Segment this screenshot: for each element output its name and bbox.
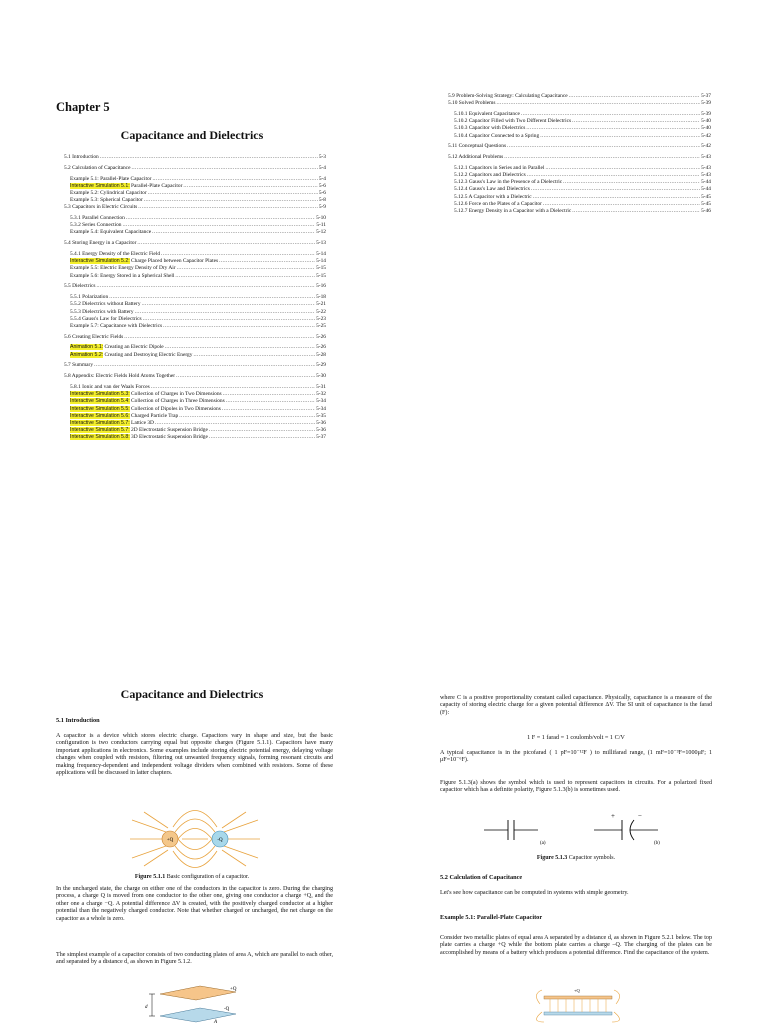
toc-entry-title [70, 222, 122, 229]
toc-entry-title [454, 125, 525, 132]
toc-entry[interactable] [448, 118, 711, 125]
toc-leader-dots [135, 309, 315, 316]
toc-entry[interactable] [448, 194, 711, 201]
toc-leader-dots [496, 100, 700, 107]
toc-page-number: 5-45 [701, 200, 711, 207]
toc-media-tag[interactable]: Interactive Simulation 5.8: [70, 434, 130, 441]
toc-page-number: 5-8 [318, 197, 326, 204]
toc-page-number: 5-4 [318, 164, 326, 171]
toc-entry[interactable] [64, 190, 326, 197]
toc-page-number: 5-14 [316, 251, 326, 258]
toc-entry-text: 5.5.1 Polarization [70, 294, 109, 301]
figure-caption [0, 874, 384, 880]
toc-entry-title [70, 352, 192, 359]
plate-top-label: +Q [230, 987, 237, 992]
toc-page-number: 5-35 [316, 412, 326, 419]
toc-page-number: 5-21 [316, 301, 326, 308]
caption-text: Capacitor symbols. [567, 855, 616, 861]
toc-page-number: 5-39 [701, 100, 711, 107]
toc-entry[interactable] [64, 406, 326, 413]
toc-entry[interactable] [448, 186, 711, 193]
toc-entry[interactable] [64, 398, 326, 405]
toc-entry-text: Collection of Charges in Two Dimensions [129, 391, 222, 398]
toc-entry-text: 5.12.4 Gauss's Law and Dielectrics [454, 186, 530, 193]
toc-entry-text: 5.8.1 Ionic and van der Waals Forces [70, 384, 150, 390]
toc-entry-text: 5.1 Introduction [64, 154, 99, 160]
toc-entry[interactable] [64, 373, 326, 380]
toc-page-number: 5-37 [701, 93, 711, 99]
toc-page-number: 5-30 [316, 373, 326, 380]
toc-entry-text: 5.5.4 Gauss's Law for Dielectrics [70, 315, 142, 322]
plus-sign: + [611, 812, 615, 820]
toc-entry[interactable] [64, 323, 326, 330]
toc-entry[interactable] [64, 204, 326, 211]
page-3 [0, 512, 384, 1024]
toc-page-number: 5-26 [316, 333, 326, 340]
toc-page-number: 5-36 [316, 419, 326, 426]
toc-entry-title [70, 197, 143, 204]
toc-entry[interactable] [448, 133, 711, 140]
toc-page-number: 5-43 [701, 154, 711, 161]
toc-page-number: 5-42 [701, 132, 711, 139]
toc-page-number: 5-34 [316, 405, 326, 412]
capacitor-figure [120, 808, 270, 870]
toc-entry-text: 5.5.2 Dielectrics without Battery [70, 301, 141, 308]
toc-entry-title [64, 154, 99, 161]
toc-entry-text: Example 5.6: Energy Stored in a Spherical Shell [70, 272, 175, 279]
toc-entry-title [70, 176, 151, 183]
toc-page-number: 5-44 [701, 186, 711, 193]
toc-page-number: 5-16 [316, 283, 326, 290]
toc-entry[interactable] [64, 352, 326, 359]
toc-leader-dots [183, 183, 317, 190]
toc-entry-title [70, 427, 208, 434]
plate-area-label: A [214, 1020, 218, 1024]
example-paragraph: Consider two metallic plates of equal area A separated by a distance d, as shown in Figure 5.2.1 below. The top plate carries a charge +Q while the bottom plate carries a charge –Q. The charging of the plates can be accomplished by means of a battery which produces a potential difference. Find the capacitance of the system. [440, 935, 712, 956]
toc-entry-text: 2D Electrostatic Suspension Bridge [129, 427, 208, 434]
toc-entry-title [448, 100, 495, 107]
toc-entry[interactable] [64, 294, 326, 301]
toc-page-number: 5-46 [701, 208, 711, 214]
toc-entry-text: 5.3.2 Series Connection [70, 222, 122, 229]
toc-leader-dots [163, 323, 315, 330]
toc-leader-dots [165, 344, 315, 351]
toc-leader-dots [152, 176, 317, 183]
toc-entry-text: Example 5.2: Cylindrical Capacitor [70, 189, 147, 196]
toc-entry-title [64, 204, 137, 211]
toc-entry[interactable] [64, 251, 326, 258]
toc-entry[interactable] [448, 165, 711, 172]
toc-entry-text: Collection of Charges in Three Dimensions [129, 398, 225, 405]
toc-entry[interactable] [448, 125, 711, 132]
toc-page-number: 5-15 [316, 272, 326, 279]
toc-entry-text: 5.10.3 Capacitor with Dielectrics [454, 125, 526, 132]
toc-entry-text: Example 5.4: Equivalent Capacitance [70, 229, 152, 236]
toc-leader-dots [572, 118, 700, 125]
plus-q-label: +Q [166, 838, 174, 843]
toc-page-number: 5-3 [318, 154, 326, 160]
table-of-contents [64, 154, 326, 442]
chapter-title: Capacitance and Dielectrics [120, 128, 264, 142]
toc-entry[interactable] [64, 413, 326, 420]
toc-entry-title [64, 165, 130, 172]
page-2 [384, 0, 768, 512]
toc-entry-title [70, 323, 162, 330]
toc-entry-text: 5.10 Solved Problems [448, 100, 496, 107]
toc-leader-dots [143, 316, 315, 323]
caption-label: Figure 5.1.3 [536, 855, 568, 861]
parallel-plate-field-figure [530, 982, 626, 1024]
toc-page-number: 5-36 [316, 427, 326, 434]
toc-leader-dots [148, 190, 318, 197]
toc-entry[interactable] [64, 215, 326, 222]
toc-entry[interactable] [64, 222, 326, 229]
chapter-label: Chapter 5 [56, 100, 110, 114]
toc-entry-text: 5.5.3 Dielectrics with Battery [70, 308, 134, 315]
toc-media-tag[interactable]: Interactive Simulation 5.3: [70, 391, 130, 398]
toc-leader-dots [123, 222, 316, 229]
toc-media-tag[interactable]: Animation 5.1: [70, 344, 104, 351]
toc-entry-title [454, 165, 544, 172]
toc-entry-text: Parallel-Plate Capacitor [129, 182, 183, 189]
toc-media-tag[interactable]: Interactive Simulation 5.7: [70, 427, 130, 434]
toc-leader-dots [226, 398, 315, 405]
toc-leader-dots [209, 427, 315, 434]
toc-entry-text: 5.12.2 Capacitors and Dielectrics [454, 172, 526, 179]
toc-entry[interactable] [64, 309, 326, 316]
capacitor-symbols-figure [474, 808, 684, 852]
toc-entry-text: 5.12.7 Energy Density in a Capacitor with a Dielectric [454, 208, 572, 214]
toc-entry-text: 5.6 Creating Electric Fields [64, 333, 124, 340]
chapter-title: Capacitance and Dielectrics [120, 687, 264, 701]
section-heading: 5.2 Calculation of Capacitance [440, 874, 523, 881]
toc-entry-title [64, 283, 95, 290]
toc-entry-text: 5.4 Storing Energy in a Capacitor [64, 240, 137, 247]
toc-leader-dots [507, 143, 700, 150]
toc-entry-title [70, 294, 108, 301]
toc-page-number: 5-6 [318, 182, 326, 189]
intro-paragraph: A capacitor is a device which stores electric charge. Capacitors vary in shape and size, but the basic configuration is two conductors carrying equal but opposite charges (Figure 5.1.1). Capacitors have many important applications in electronics. Some examples include storing electric potential energy, delaying voltage changes when coupled with resistors, filtering out unwanted frequency signals, forming resonant circuits and making frequency-dependent and independent voltage dividers when combined with resistors. Some of these applications will be discussed in latter chapters. [56, 733, 333, 777]
toc-entry-title [70, 344, 164, 351]
toc-page-number: 5-6 [318, 189, 326, 196]
toc-entry-title [70, 301, 141, 308]
toc-entry[interactable] [64, 316, 326, 323]
toc-page-number: 5-29 [316, 362, 326, 369]
toc-entry-title [70, 316, 142, 323]
toc-page-number: 5-40 [701, 125, 711, 132]
toc-entry[interactable] [64, 229, 326, 236]
toc-leader-dots [531, 186, 700, 193]
toc-page-number: 5-44 [701, 179, 711, 186]
toc-leader-dots [504, 154, 700, 161]
toc-entry-text: 5.12.6 Force on the Plates of a Capacitor [454, 200, 542, 207]
toc-leader-dots [179, 413, 315, 420]
toc-entry-title [70, 190, 147, 197]
toc-page-number: 5-31 [316, 384, 326, 390]
page-1 [0, 0, 384, 512]
toc-leader-dots [109, 294, 315, 301]
toc-media-tag[interactable]: Interactive Simulation 5.2: [70, 258, 130, 265]
toc-entry-title [70, 215, 125, 222]
toc-entry-title [448, 154, 503, 161]
toc-entry[interactable] [64, 165, 326, 172]
toc-entry-text: 5.10.1 Equivalent Capacitance [454, 110, 520, 117]
toc-entry-text: Example 5.1: Parallel-Plate Capacitor [70, 175, 152, 182]
toc-entry-title [64, 373, 175, 380]
toc-media-tag[interactable]: Interactive Simulation 5.4: [70, 398, 130, 405]
toc-entry-title [70, 413, 178, 420]
toc-entry[interactable] [448, 93, 711, 100]
figure-caption [384, 855, 768, 861]
toc-leader-dots [223, 391, 315, 398]
toc-leader-dots [209, 434, 315, 441]
toc-leader-dots [142, 301, 316, 308]
toc-entry[interactable] [64, 334, 326, 341]
toc-entry-title [454, 194, 532, 201]
toc-page-number: 5-25 [316, 322, 326, 329]
toc-leader-dots [138, 204, 318, 211]
toc-entry-text: Creating and Destroying Electric Energy [103, 351, 193, 358]
toc-entry[interactable] [64, 283, 326, 290]
toc-entry[interactable] [64, 420, 326, 427]
toc-page-number: 5-14 [316, 258, 326, 265]
toc-media-tag[interactable]: Interactive Simulation 5.6: [70, 412, 130, 419]
toc-entry-title [454, 179, 562, 186]
parallel-plates-figure [140, 982, 250, 1024]
toc-entry-text: 5.12.5 A Capacitor with a Dielectric [454, 193, 532, 200]
toc-entry-title [454, 201, 542, 208]
toc-entry-text: 5.12.3 Gauss's Law in the Presence of a Dielectric [454, 179, 563, 186]
toc-entry[interactable] [64, 197, 326, 204]
toc-entry-text: 5.11 Conceptual Questions [448, 143, 507, 150]
toc-entry-text: Collection of Dipoles in Two Dimensions [129, 405, 221, 412]
toc-entry-title [64, 362, 93, 369]
toc-entry-text: 5.3.1 Parallel Connection [70, 215, 125, 222]
toc-entry-title [64, 240, 136, 247]
toc-page-number: 5-26 [316, 344, 326, 351]
toc-page-number: 5-15 [316, 265, 326, 272]
parallel-plate-paragraph: The simplest example of a capacitor consists of two conducting plates of area A, which are parallel to each other, and separated by a distance d, as shown in Figure 5.1.2. [56, 952, 333, 966]
toc-entry[interactable] [448, 179, 711, 186]
toc-entry-title [454, 186, 530, 193]
toc-entry[interactable] [64, 362, 326, 369]
toc-media-tag[interactable]: Interactive Simulation 5.7: [70, 419, 130, 426]
plate-charge-label: +Q [574, 988, 580, 993]
symbol-paragraph: Figure 5.1.3(a) shows the symbol which is used to represent capacitors in circuits. For a polarized fixed capacitor which has a definite polarity, Figure 5.1.3(b) is sometimes used. [440, 780, 712, 794]
toc-page-number: 5-9 [318, 204, 326, 211]
toc-page-number: 5-34 [316, 398, 326, 405]
toc-page-number: 5-13 [316, 240, 326, 247]
toc-entry-text: Example 5.7: Capacitance with Dielectrics [70, 322, 163, 329]
section-heading: 5.1 Introduction [56, 717, 100, 724]
toc-entry[interactable] [448, 201, 711, 208]
toc-leader-dots [100, 154, 318, 161]
toc-leader-dots [155, 420, 315, 427]
toc-leader-dots [177, 265, 316, 272]
toc-page-number: 5-4 [318, 175, 326, 182]
toc-leader-dots [219, 258, 315, 265]
toc-entry-title [70, 229, 151, 236]
toc-entry-title [70, 398, 225, 405]
toc-leader-dots [543, 201, 700, 208]
toc-leader-dots [96, 283, 315, 290]
toc-entry[interactable] [64, 273, 326, 280]
toc-entry-title [448, 143, 506, 150]
toc-entry-title [70, 434, 208, 441]
toc-entry-text: 3D Electrostatic Suspension Bridge [129, 434, 208, 441]
toc-entry-text: 5.3 Capacitors in Electric Circuits [64, 204, 138, 211]
toc-entry[interactable] [64, 265, 326, 272]
toc-leader-dots [137, 240, 315, 247]
toc-leader-dots [526, 125, 700, 132]
minus-sign: − [638, 812, 642, 820]
capacitance-definition-paragraph: where C is a positive proportionality constant called capacitance. Physically, capacitance is a measure of the capacity of storing electric charge for a given potential difference ΔV. The SI unit of capacitance is the farad (F): [440, 695, 712, 716]
toc-entry[interactable] [64, 427, 326, 434]
toc-leader-dots [533, 194, 700, 201]
toc-entry-title [454, 118, 571, 125]
toc-leader-dots [126, 215, 315, 222]
toc-leader-dots [94, 362, 315, 369]
typical-capacitance-paragraph: A typical capacitance is in the picofarad ( 1 pF=10⁻¹²F ) to millifarad range, (1 mF=10⁻³F=1000μF; 1 μF=10⁻⁶F). [440, 750, 712, 764]
toc-entry-title [64, 334, 123, 341]
toc-entry[interactable] [64, 301, 326, 308]
toc-page-number: 5-11 [316, 222, 326, 229]
toc-entry-title [70, 251, 160, 258]
toc-leader-dots [563, 179, 700, 186]
toc-entry-text: 5.12.1 Capacitors in Series and in Parallel [454, 164, 545, 171]
toc-entry-title [70, 265, 176, 272]
toc-entry-text: Example 5.5: Electric Energy Density of Dry Air [70, 265, 176, 272]
toc-leader-dots [161, 251, 315, 258]
toc-page-number: 5-23 [316, 315, 326, 322]
toc-page-number: 5-12 [316, 229, 326, 236]
toc-page-number: 5-18 [316, 294, 326, 301]
plate-bottom-label: -Q [224, 1007, 230, 1012]
toc-media-tag[interactable]: Interactive Simulation 5.5: [70, 405, 130, 412]
label-b: (b) [654, 841, 660, 846]
toc-entry-title [454, 133, 539, 140]
toc-entry[interactable] [448, 100, 711, 107]
charging-paragraph: In the uncharged state, the charge on either one of the conductors in the capacitor is zero. During the charging process, a charge Q is moved from one conductor to the other one, giving one conductor a charge +Q, and the other one a charge −Q. A potential difference ΔV is created, with the positively charged conductor at a higher potential than the negatively charged conductor. Note that whether charged or uncharged, the net charge on the capacitor as a whole is zero. [56, 886, 333, 922]
toc-entry-title [70, 406, 221, 413]
toc-entry-text: 5.10.2 Capacitor Filled with Two Different Dielectrics [454, 118, 572, 125]
toc-entry-text: 5.7 Summary [64, 362, 94, 369]
toc-page-number: 5-28 [316, 351, 326, 358]
toc-entry[interactable] [64, 434, 326, 441]
toc-leader-dots [569, 93, 700, 100]
toc-leader-dots [193, 352, 315, 359]
toc-leader-dots [124, 334, 315, 341]
toc-page-number: 5-37 [316, 434, 326, 441]
toc-entry-title [70, 309, 134, 316]
toc-leader-dots [144, 197, 318, 204]
toc-entry-text: 5.5 Dielectrics [64, 283, 96, 290]
toc-page-number: 5-45 [701, 193, 711, 200]
toc-page-number: 5-43 [701, 164, 711, 171]
toc-entry[interactable] [64, 344, 326, 351]
toc-entry-text: 5.9 Problem-Solving Strategy: Calculating Capacitance [448, 93, 568, 99]
toc-page-number: 5-40 [701, 118, 711, 125]
toc-leader-dots [572, 208, 700, 215]
toc-entry[interactable] [64, 176, 326, 183]
toc-page-number: 5-10 [316, 215, 326, 222]
toc-entry-text: 5.8 Appendix: Electric Fields Hold Atoms Together [64, 373, 176, 380]
toc-entry[interactable] [448, 154, 711, 161]
calculation-intro: Let's see how capacitance can be computed in systems with simple geometry. [440, 890, 629, 896]
toc-entry-text: 5.12 Additional Problems [448, 154, 504, 161]
toc-leader-dots [222, 406, 315, 413]
caption-text: Basic configuration of a capacitor. [165, 874, 250, 880]
farad-equation: 1 F = 1 farad = 1 coulomb/volt = 1 C/V [527, 734, 625, 741]
page-4 [384, 512, 768, 1024]
toc-entry-text: Charge Placed between Capacitor Plates [129, 258, 219, 265]
toc-leader-dots [131, 165, 317, 172]
toc-leader-dots [540, 133, 700, 140]
toc-entry[interactable] [448, 143, 711, 150]
toc-media-tag[interactable]: Animation 5.2: [70, 351, 104, 358]
toc-entry-title [454, 208, 571, 215]
toc-entry[interactable] [64, 240, 326, 247]
toc-entry-text: Charged Particle Trap [129, 412, 179, 419]
toc-entry[interactable] [448, 208, 711, 215]
caption-label: Figure 5.1.1 [134, 874, 166, 880]
toc-entry-text: Example 5.3: Spherical Capacitor [70, 197, 143, 204]
toc-entry-title [70, 183, 182, 190]
toc-entry-text: Lattice 3D [129, 419, 154, 426]
toc-media-tag[interactable]: Interactive Simulation 5.1: [70, 182, 130, 189]
plate-gap-label: d [145, 1005, 148, 1010]
table-of-contents-continued [448, 93, 711, 215]
toc-entry-text: Creating an Electric Dipole [103, 344, 164, 351]
toc-leader-dots [175, 273, 315, 280]
toc-page-number: 5-42 [701, 143, 711, 150]
toc-entry-text: 5.4.1 Energy Density of the Electric Field [70, 251, 161, 258]
toc-entry-title [70, 420, 154, 427]
toc-entry-text: 5.10.4 Capacitor Connected to a Spring [454, 132, 540, 139]
toc-page-number: 5-39 [701, 110, 711, 117]
toc-entry-title [70, 273, 174, 280]
toc-page-number: 5-32 [316, 391, 326, 398]
minus-q-label: -Q [217, 838, 223, 843]
toc-entry-text: 5.2 Calculation of Capacitance [64, 164, 131, 171]
toc-page-number: 5-43 [701, 172, 711, 179]
toc-leader-dots [152, 229, 315, 236]
toc-leader-dots [545, 165, 700, 172]
toc-leader-dots [176, 373, 315, 380]
toc-entry-title [448, 93, 568, 100]
toc-entry[interactable] [64, 154, 326, 161]
example-heading: Example 5.1: Parallel-Plate Capacitor [440, 914, 543, 921]
toc-page-number: 5-22 [316, 308, 326, 315]
toc-entry[interactable] [64, 183, 326, 190]
label-a: (a) [540, 841, 546, 846]
